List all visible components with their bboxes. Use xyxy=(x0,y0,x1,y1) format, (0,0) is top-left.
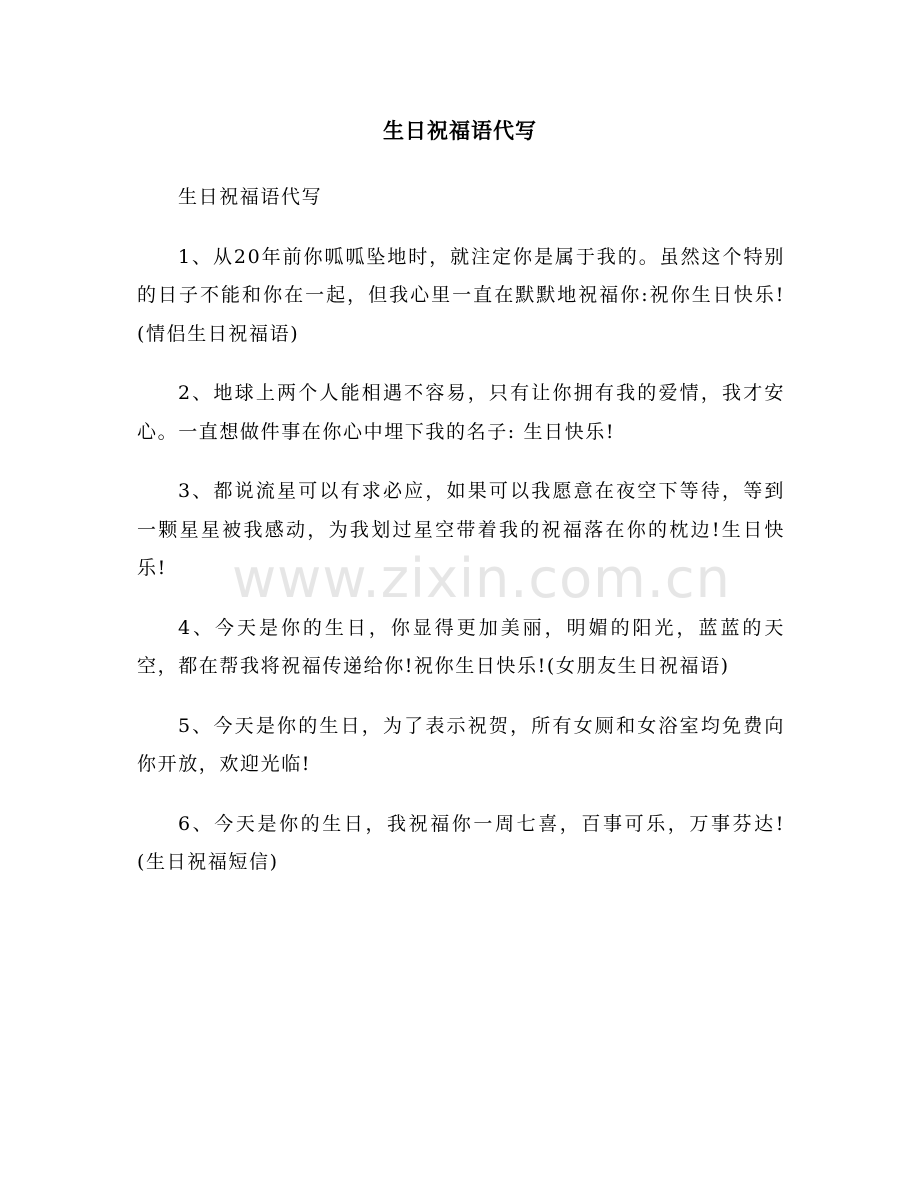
paragraph-5: 5、今天是你的生日，为了表示祝贺，所有女厕和女浴室均免费向你开放，欢迎光临! xyxy=(137,714,785,775)
paragraph-2: 2、地球上两个人能相遇不容易，只有让你拥有我的爱情，我才安心。一直想做件事在你心中埋下我的名子: 生日快乐! xyxy=(137,382,785,443)
paragraph-3: 3、都说流星可以有求必应，如果可以我愿意在夜空下等待，等到一颗星星被我感动，为我划过星空带着我的祝福落在你的枕边!生日快乐! xyxy=(137,480,785,579)
paragraph-4: 4、今天是你的生日，你显得更加美丽，明媚的阳光，蓝蓝的天空，都在帮我将祝福传递给你!祝你生日快乐!(女朋友生日祝福语) xyxy=(137,616,785,677)
paragraph-subtitle: 生日祝福语代写 xyxy=(178,186,323,208)
page-title: 生日祝福语代写 xyxy=(383,119,537,143)
watermark: www.zixin.com.cn xyxy=(232,547,731,610)
document-body xyxy=(137,178,785,903)
paragraph-1: 1、从20年前你呱呱坠地时，就注定你是属于我的。虽然这个特别的日子不能和你在一起，但我心里一直在默默地祝福你:祝你生日快乐!(情侣生日祝福语) xyxy=(137,245,785,345)
paragraph-6: 6、今天是你的生日，我祝福你一周七喜，百事可乐，万事芬达!(生日祝福短信) xyxy=(137,812,785,873)
